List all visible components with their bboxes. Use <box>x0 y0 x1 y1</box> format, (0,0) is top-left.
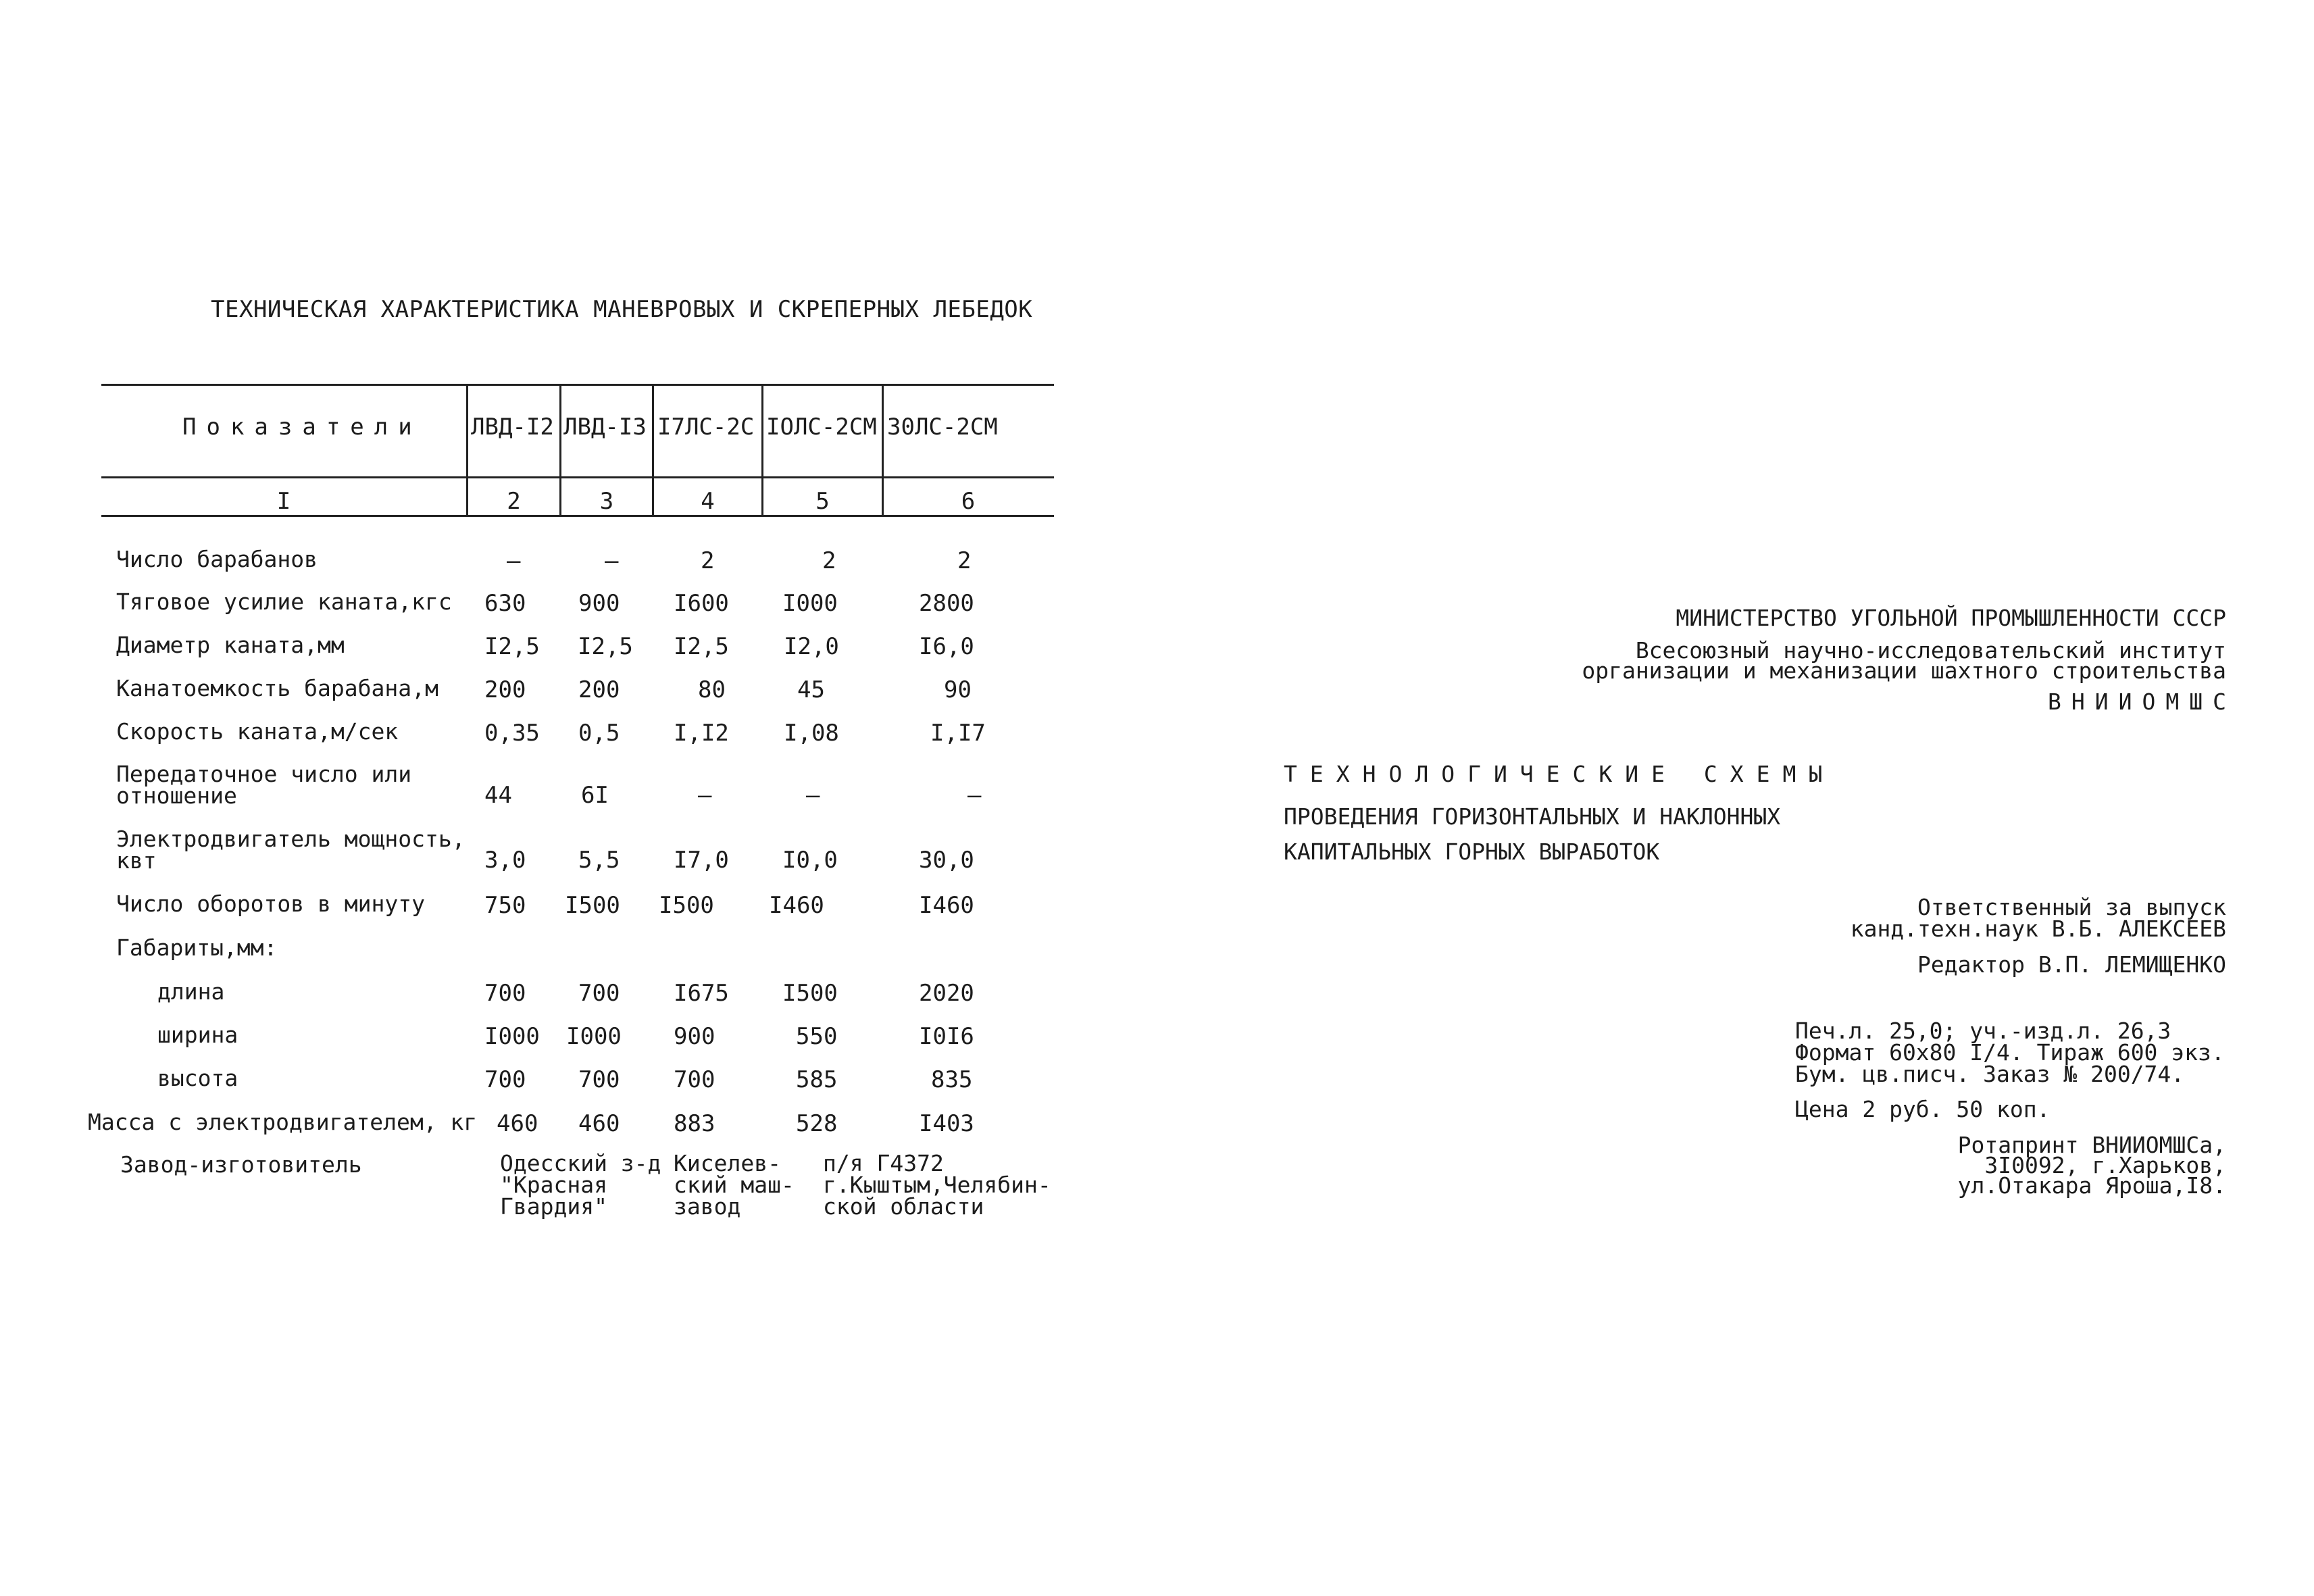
cell: 883 <box>674 1110 715 1137</box>
printer-line-3: ул.Отакара Яроша,I8. <box>1957 1172 2226 1199</box>
header-30ls-2sm: 30ЛС-2СМ <box>887 414 998 441</box>
row-label-rope-capacity: Канатоемкость барабана,м <box>116 675 438 701</box>
publication-title: ТЕХНОЛОГИЧЕСКИЕ СХЕМЫ <box>1284 761 1836 787</box>
cell: 0,35 <box>484 720 540 747</box>
print-info-1: Печ.л. 25,0; уч.-изд.л. 26,3 <box>1795 1018 2171 1044</box>
cell: I2,5 <box>578 633 633 660</box>
publication-subtitle-1: ПРОВЕДЕНИЯ ГОРИЗОНТАЛЬНЫХ И НАКЛОННЫХ <box>1284 803 1781 830</box>
cell: I0,0 <box>782 847 838 874</box>
cell: 6I <box>581 782 609 809</box>
publication-subtitle-2: КАПИТАЛЬНЫХ ГОРНЫХ ВЫРАБОТОК <box>1284 839 1660 865</box>
cell: 0,5 <box>578 720 620 747</box>
cell: I0I6 <box>919 1023 974 1050</box>
cell: – <box>967 782 982 809</box>
cell: 550 <box>796 1023 838 1050</box>
cell: – <box>806 782 820 809</box>
price: Цена 2 руб. 50 коп. <box>1795 1096 2051 1122</box>
header-lvd-13: ЛВД-I3 <box>563 414 647 441</box>
table-index-rule <box>101 515 1054 517</box>
manufacturer-kiselev-2: ский маш- <box>674 1172 795 1198</box>
manufacturer-kiselev-1: Киселев- <box>674 1150 781 1176</box>
cell: I,I2 <box>674 720 729 747</box>
manufacturer-kiselev-3: завод <box>674 1193 741 1220</box>
index-col-5: 5 <box>815 488 830 515</box>
cell: 2 <box>701 547 715 574</box>
cell: 700 <box>484 1066 526 1093</box>
cell: 30,0 <box>919 847 974 874</box>
cell: 2 <box>957 547 972 574</box>
row-label-width: ширина <box>157 1022 238 1048</box>
cell: – <box>605 547 619 574</box>
cell: I000 <box>782 590 838 617</box>
cell: 630 <box>484 590 526 617</box>
cell: I460 <box>769 892 824 919</box>
cell: I500 <box>565 892 620 919</box>
row-label-drums: Число барабанов <box>116 546 318 572</box>
row-label-motor-power-2: квт <box>116 847 157 874</box>
index-col-1: I <box>276 488 291 515</box>
cell: 900 <box>674 1023 715 1050</box>
manufacturer-kyshtym-1: п/я Г4372 <box>823 1150 944 1176</box>
institute-abbr: ВНИИОМШС <box>2048 689 2236 715</box>
header-indicators: Показатели <box>182 414 422 441</box>
table-title: ТЕХНИЧЕСКАЯ ХАРАКТЕРИСТИКА МАНЕВРОВЫХ И СКРЕПЕРНЫХ ЛЕБЕДОК <box>211 296 1033 323</box>
cell: I000 <box>566 1023 622 1050</box>
ministry: МИНИСТЕРСТВО УГОЛЬНОЙ ПРОМЫШЛЕННОСТИ СССР <box>1676 605 2226 631</box>
cell: 80 <box>698 676 726 703</box>
cell: 460 <box>578 1110 620 1137</box>
row-label-rope-speed: Скорость каната,м/сек <box>116 718 399 745</box>
responsible-line-1: Ответственный за выпуск <box>1917 894 2226 920</box>
row-label-gear-ratio-2: отношение <box>116 782 237 809</box>
cell: 200 <box>484 676 526 703</box>
row-label-traction: Тяговое усилие каната,кгс <box>116 589 452 615</box>
cell: 45 <box>797 676 825 703</box>
cell: I500 <box>782 980 838 1007</box>
cell: I,08 <box>784 720 839 747</box>
cell: I460 <box>919 892 974 919</box>
row-label-dimensions: Габариты,мм: <box>116 934 278 961</box>
cell: 460 <box>497 1110 538 1137</box>
row-label-rpm: Число оборотов в минуту <box>116 891 425 917</box>
responsible-line-2: канд.техн.наук В.Б. АЛЕКСЕЕВ <box>1850 916 2226 942</box>
print-info-2: Формат 60х80 I/4. Тираж 600 экз. <box>1795 1039 2225 1066</box>
cell: – <box>507 547 521 574</box>
cell: I675 <box>674 980 729 1007</box>
cell: 2 <box>822 547 836 574</box>
table-top-rule <box>101 384 1054 386</box>
institute-line-1: Всесоюзный научно-исследовательский институт <box>1635 637 2226 664</box>
cell: I7,0 <box>674 847 729 874</box>
cell: I6,0 <box>919 633 974 660</box>
row-label-motor-power-1: Электродвигатель мощность, <box>116 826 466 852</box>
header-lvd-12: ЛВД-I2 <box>471 414 554 441</box>
header-10ls-2sm: IOЛС-2СМ <box>766 414 877 441</box>
editor: Редактор В.П. ЛЕМИЩЕНКО <box>1917 951 2226 978</box>
cell: 528 <box>796 1110 838 1137</box>
cell: I,I7 <box>930 720 986 747</box>
cell: 90 <box>944 676 972 703</box>
header-17ls-2s: I7ЛС-2С <box>657 414 755 441</box>
manufacturer-kyshtym-3: ской области <box>823 1193 984 1220</box>
cell: I403 <box>919 1110 974 1137</box>
cell: I000 <box>484 1023 540 1050</box>
table-header-rule <box>101 476 1054 478</box>
row-label-gear-ratio-1: Передаточное число или <box>116 761 412 787</box>
cell: 585 <box>796 1066 838 1093</box>
index-col-6: 6 <box>961 488 976 515</box>
print-info-3: Бум. цв.писч. Заказ № 200/74. <box>1795 1061 2185 1087</box>
cell: 700 <box>674 1066 715 1093</box>
cell: I2,5 <box>674 633 729 660</box>
cell: 200 <box>578 676 620 703</box>
index-col-2: 2 <box>507 488 521 515</box>
cell: 3,0 <box>484 847 526 874</box>
manufacturer-odessa-3: Гвардия" <box>500 1193 607 1220</box>
cell: 900 <box>578 590 620 617</box>
row-label-height: высота <box>157 1065 238 1091</box>
cell: 44 <box>484 782 512 809</box>
cell: – <box>698 782 712 809</box>
cell: 835 <box>931 1066 973 1093</box>
cell: I2,5 <box>484 633 540 660</box>
printer-line-1: Ротапринт ВНИИОМШСа, <box>1957 1132 2226 1158</box>
cell: I2,0 <box>784 633 839 660</box>
cell: 750 <box>484 892 526 919</box>
institute-line-2: организации и механизации шахтного строительства <box>1582 657 2226 684</box>
manufacturer-kyshtym-2: г.Кыштым,Челябин- <box>823 1172 1051 1198</box>
row-label-length: длина <box>157 978 225 1005</box>
cell: 2800 <box>919 590 974 617</box>
cell: 700 <box>578 1066 620 1093</box>
cell: 700 <box>578 980 620 1007</box>
manufacturer-odessa-2: "Красная <box>500 1172 607 1198</box>
row-label-manufacturer: Завод-изготовитель <box>120 1151 362 1178</box>
index-col-4: 4 <box>701 488 715 515</box>
index-col-3: 3 <box>599 488 614 515</box>
cell: I600 <box>674 590 729 617</box>
cell: 5,5 <box>578 847 620 874</box>
cell: 700 <box>484 980 526 1007</box>
manufacturer-odessa-1: Одесский з-д <box>500 1150 661 1176</box>
printer-line-2: 3I0092, г.Харьков, <box>1984 1152 2226 1178</box>
cell: 2020 <box>919 980 974 1007</box>
row-label-mass: Масса с электродвигателем, кг <box>88 1109 478 1135</box>
cell: I500 <box>659 892 714 919</box>
row-label-rope-diameter: Диаметр каната,мм <box>116 632 345 658</box>
